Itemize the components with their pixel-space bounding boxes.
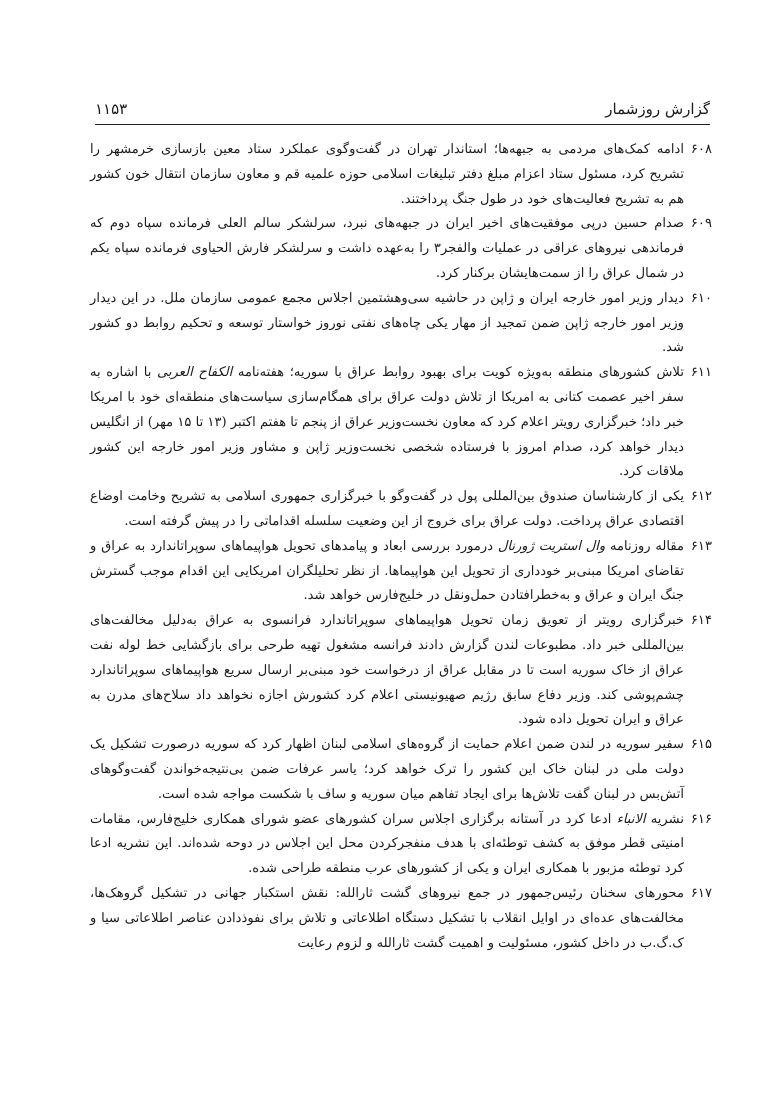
entry-number: ۶۱۲ xyxy=(690,489,712,505)
entry-text-part: مقاله روزنامه xyxy=(605,538,684,554)
entry-number: ۶۱۴ xyxy=(690,613,712,629)
publication-title: وال استریت ژورنال xyxy=(497,538,606,554)
entry-text-part: نشریه xyxy=(645,811,684,827)
entry-611 xyxy=(90,361,712,485)
entry-number: ۶۱۰ xyxy=(690,290,712,306)
entry-number: ۶۰۹ xyxy=(690,216,712,232)
entry-617 xyxy=(90,882,712,956)
entry-609 xyxy=(90,212,712,286)
entry-text xyxy=(90,361,684,485)
entry-text: سفیر سوریه در لندن ضمن اعلام حمایت از گروه‌های اسلامی لبنان اظهار کرد که سوریه درصورت تشکیل یک دولت ملی در لبنان خاک این کشور را ترک خواهد کرد؛ یاسر عرفات ضمن بی‌نتیجه‌خواندن گفت‌وگوهای آتش‌بس در لبنان گفت تلاش‌ها برای ایجاد تفاهم میان سوریه و ساف با شکست مواجه شده است. xyxy=(90,737,684,802)
entry-text: صدام حسین درپی موفقیت‌های اخیر ایران در جبهه‌های نبرد، سرلشکر سالم العلی فرمانده سپاه دوم که فرماندهی نیروهای عراقی در عملیات والفجر۳ را به‌عهده داشت و سرلشکر فارش الحیاوی فرمانده سپاه یکم در شمال عراق را از سمت‌هایشان برکنار کرد. xyxy=(90,216,684,281)
publication-title: الکفاح العربی xyxy=(157,365,233,381)
running-title: گزارش روزشمار xyxy=(605,100,710,118)
entry-614 xyxy=(90,609,712,733)
entry-number: ۶۰۸ xyxy=(690,142,712,157)
entry-number: ۶۱۵ xyxy=(690,737,712,753)
entry-612 xyxy=(90,485,712,535)
entry-616 xyxy=(90,808,712,882)
entry-text: یکی از کارشناسان صندوق بین‌المللی پول در گفت‌وگو با خبرگزاری جمهوری اسلامی به تشریح وخامت اوضاع اقتصادی عراق پرداخت. دولت عراق برای خروج از این وضعیت سلسله اقداماتی را در پیش گرفته است. xyxy=(90,489,684,529)
header-rule xyxy=(95,124,710,125)
page-header xyxy=(95,92,710,118)
entry-610 xyxy=(90,287,712,361)
entry-615 xyxy=(90,733,712,807)
page-number: ۱۱۵۳ xyxy=(95,100,128,118)
entries-list xyxy=(90,138,712,956)
entry-text: محورهای سخنان رئیس‌جمهور در جمع نیروهای گشت ثارالله: نقش استکبار جهانی در تشکیل گروهک‌ها، مخالفت‌های عده‌ای در اوایل انقلاب با تشکیل دستگاه اطلاعاتی و تلاش برای نفوذدادن عناصر اطلاعاتی سیا و ک.گ.ب در داخل کشور، مسئولیت و اهمیت گشت ثارالله و لزوم رعایت xyxy=(90,885,684,951)
entry-number: ۶۱۳ xyxy=(690,538,712,554)
entry-number: ۶۱۶ xyxy=(690,811,712,827)
entry-text-part: تلاش کشورهای منطقه به‌ویژه کویت برای بهبود روابط عراق با سوریه؛ هفته‌نامه xyxy=(232,365,684,381)
publication-title: الانباء xyxy=(616,811,646,827)
entry-number: ۶۱۷ xyxy=(690,885,712,901)
entry-number: ۶۱۱ xyxy=(690,365,712,381)
entry-613 xyxy=(90,535,712,609)
entry-text: خبرگزاری رویتر از تعویق زمان تحویل هواپیماهای سوپراتاندارد فرانسوی به عراق به‌دلیل مخالفت‌های بین‌المللی خبر داد. مطبوعات لندن گزارش دادند فرانسه مشغول تهیه طرحی برای بازگشایی خط لوله نفت عراق از خاک سوریه است تا در مقابل عراق از درخواست خود مبنی‌بر ارسال سریع هواپیماهای سوپراتاندارد چشم‌پوشی کند. وزیر دفاع سابق رژیم صهیونیستی اعلام کرد کشورش اجازه نخواهد داد سلاح‌های مدرن به عراق و ایران تحویل داده شود. xyxy=(90,613,684,728)
entry-text: دیدار وزیر امور خارجه ایران و ژاپن در حاشیه سی‌وهشتمین اجلاس مجمع عمومی سازمان ملل. در این دیدار وزیر امور خارجه ژاپن ضمن تمجید از مهار یکی چاه‌های نفتی نوروز خواستار توسعه و تحکیم روابط دو کشور شد. xyxy=(90,290,684,356)
entry-608 xyxy=(90,138,712,212)
entry-text xyxy=(90,535,684,609)
entry-text xyxy=(90,808,684,882)
entry-text-part: با اشاره به سفر اخیر عصمت کتانی به امریکا از تلاش دولت عراق برای همگام‌سازی سیاست‌های منطقه‌ای خود با امریکا خبر داد؛ خبرگزاری رویتر اعلام کرد که معاون نخست‌وزیر عراق از پنجم تا هفتم اکتبر (۱۳ تا ۱۵ مهر) از انگلیس دیدار خواهد کرد، صدام امروز با فرستاده شخصی نخست‌وزیر ژاپن و مشاور وزیر امور خارجه این کشور ملاقات کرد. xyxy=(90,365,684,480)
entry-text-part: درمورد بررسی ابعاد و پیامدهای تحویل هواپیماهای سوپراتاندارد به عراق و تقاضای امریکا مبنی‌بر خودداری از تحویل این هواپیماها. از نظر تحلیلگران امریکایی این اقدام موجب گسترش جنگ ایران و عراق و به‌خطرافتادن حمل‌ونقل در خلیج‌فارس خواهد شد. xyxy=(90,538,684,604)
entry-text: ادامه کمک‌های مردمی به جبهه‌ها؛ استاندار تهران در گفت‌وگوی عملکرد ستاد معین بازسازی خرمشهر را تشریح کرد، مسئول ستاد اعزام مبلغ دفتر تبلیغات اسلامی حوزه علمیه قم و معاون سازمان انتقال خون کشور هم به تشریح فعالیت‌های خود در طول جنگ پرداختند. xyxy=(90,142,684,207)
entry-text-part: ادعا کرد در آستانه برگزاری اجلاس سران کشورهای عضو شورای همکاری خلیج‌فارس، مقامات امنیتی قطر موفق به کشف توطئه‌ای با هدف منفجرکردن محل این اجلاس در دوحه شده‌اند. این نشریه ادعا کرد توطئه مزبور با همکاری ایران و یکی از کشورهای عرب منطقه طراحی شده. xyxy=(90,811,684,877)
